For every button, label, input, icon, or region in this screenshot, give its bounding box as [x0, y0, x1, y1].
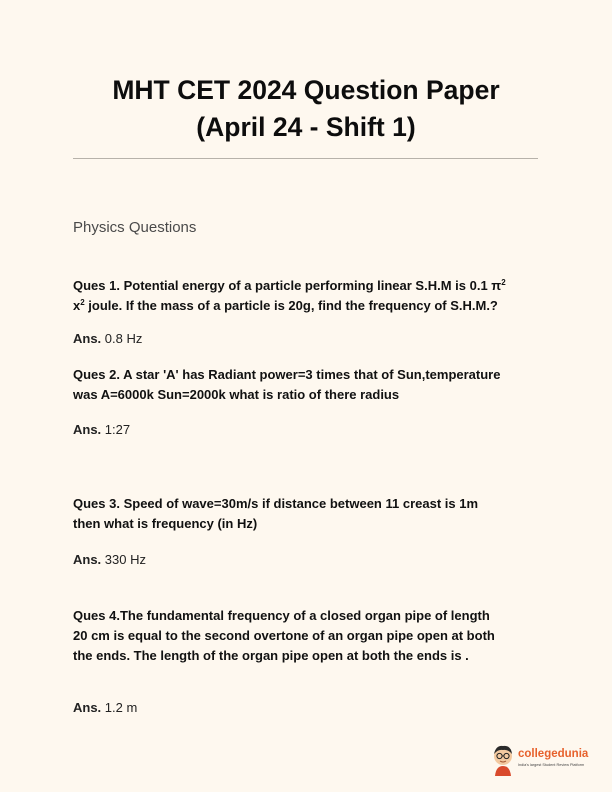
answer-1-label: Ans. — [73, 331, 102, 346]
brand-name: collegedunia — [518, 748, 589, 760]
answer-3 — [73, 552, 146, 567]
brand-tagline: India's largest Student Review Platform — [518, 763, 585, 767]
question-3-line-1: Ques 3. Speed of wave=30m/s if distance between 11 creast is 1m — [73, 496, 478, 511]
question-3 — [73, 494, 553, 534]
title-line-2: (April 24 - Shift 1) — [196, 112, 416, 142]
title-divider — [73, 158, 538, 159]
section-heading: Physics Questions — [73, 219, 197, 236]
question-4-line-1: Ques 4.The fundamental frequency of a closed organ pipe of length — [73, 608, 490, 623]
answer-2-label: Ans. — [73, 422, 102, 437]
answer-1-value: 0.8 Hz — [104, 331, 143, 346]
question-2 — [73, 365, 553, 405]
answer-3-value: 330 Hz — [104, 552, 146, 567]
student-mascot-icon — [490, 742, 516, 778]
question-1 — [73, 276, 553, 316]
answer-4-value: 1.2 m — [104, 700, 138, 715]
question-2-line-1: Ques 2. A star 'A' has Radiant power=3 times that of Sun,temperature — [73, 367, 501, 382]
question-4 — [73, 606, 553, 666]
question-1-line-1: Ques 1. Potential energy of a particle performing linear S.H.M is 0.1 π — [73, 278, 502, 293]
question-4-line-2: 20 cm is equal to the second overtone of an organ pipe open at both — [73, 628, 495, 643]
answer-4-label: Ans. — [73, 700, 102, 715]
page-title — [0, 72, 612, 146]
question-1-line-2: joule. If the mass of a particle is 20g, find the frequency of S.H.M.? — [84, 298, 498, 313]
question-3-line-2: then what is frequency (in Hz) — [73, 516, 258, 531]
question-1-superscript-2: 2 — [80, 298, 85, 307]
answer-1 — [73, 331, 142, 346]
answer-2 — [73, 422, 130, 437]
question-1-line-2-start: x — [73, 298, 81, 313]
question-4-line-3: the ends. The length of the organ pipe open at both the ends is . — [73, 648, 469, 663]
question-2-line-2: was A=6000k Sun=2000k what is ratio of there radius — [73, 387, 400, 402]
answer-2-value: 1:27 — [104, 422, 131, 437]
answer-4 — [73, 700, 137, 715]
collegedunia-logo[interactable] — [490, 742, 600, 778]
title-line-1: MHT CET 2024 Question Paper — [112, 75, 500, 105]
answer-3-label: Ans. — [73, 552, 102, 567]
question-1-superscript-1: 2 — [501, 278, 506, 287]
